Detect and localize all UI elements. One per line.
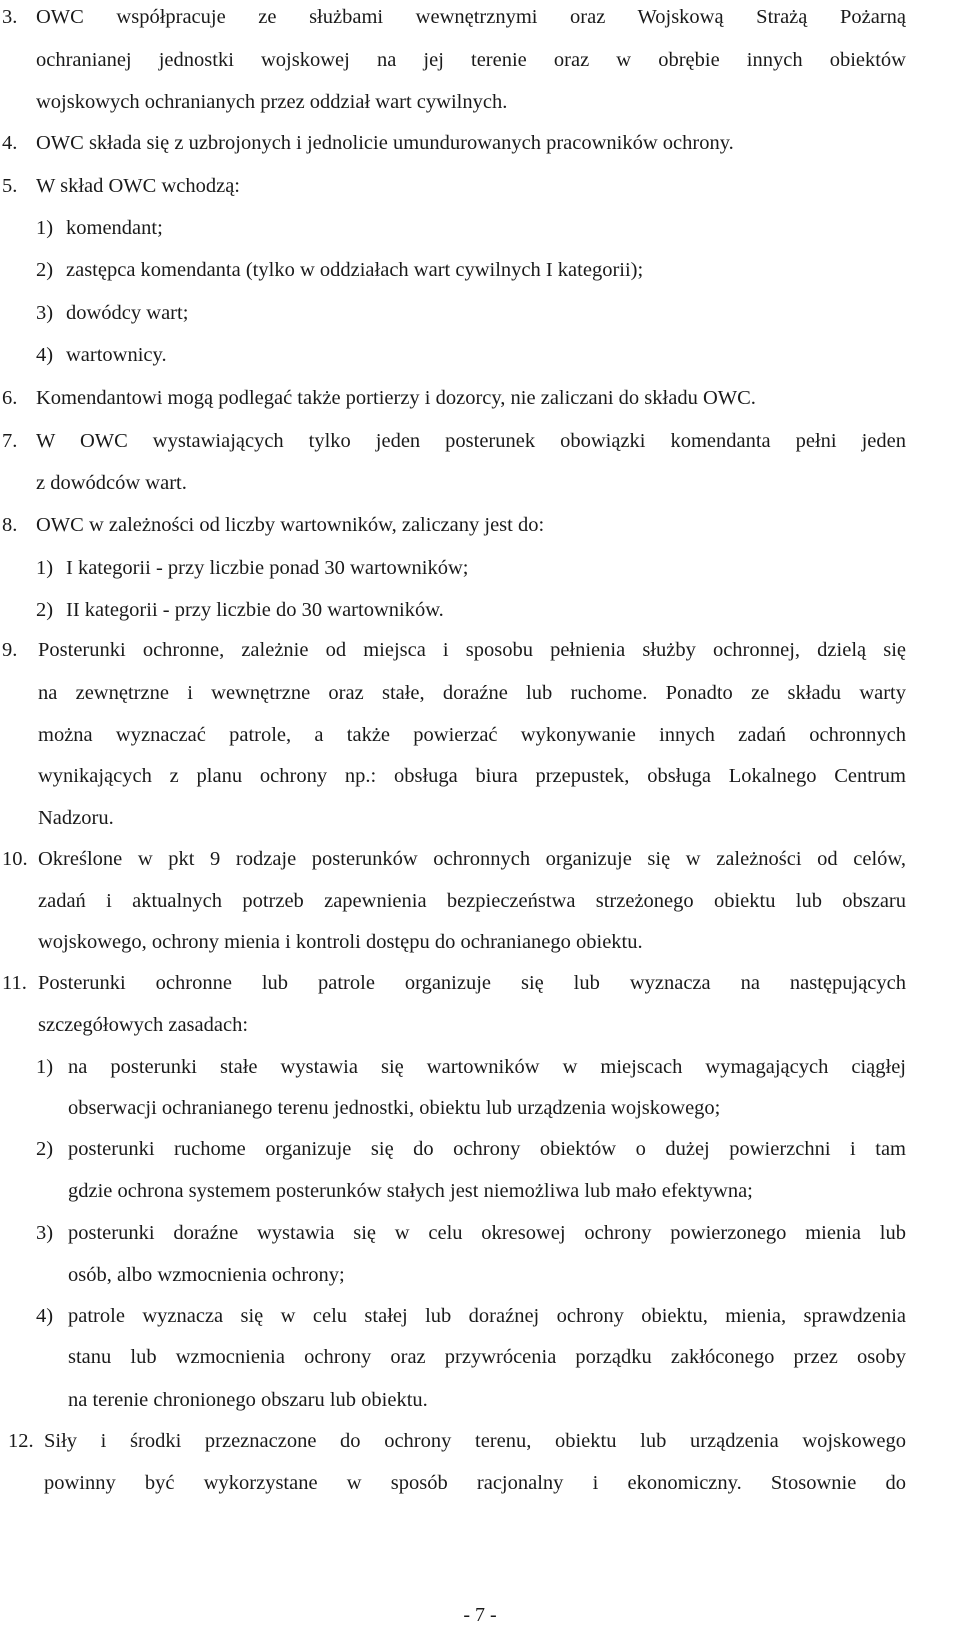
list-item-text-line: wojskowych ochranianych przez oddział wart cywilnych.: [36, 91, 508, 113]
list-item-text-line: osób, albo wzmocnienia ochrony;: [68, 1264, 345, 1286]
list-item-text-line: I kategorii - przy liczbie ponad 30 wartowników;: [66, 557, 469, 579]
list-item-number: 4): [36, 1305, 54, 1327]
list-item-text-line: wynikających z planu ochrony np.: obsługa biura przepustek, obsługa Lokalnego Centrum: [38, 765, 906, 787]
list-item-text-line: komendant;: [66, 217, 163, 239]
list-item-text-line: patrole wyznacza się w celu stałej lub doraźnej ochrony obiektu, mienia, sprawdzenia: [68, 1305, 906, 1327]
list-item-text-line: Nadzoru.: [38, 807, 114, 829]
list-item-text-line: dowódcy wart;: [66, 302, 189, 324]
list-item-number: 12.: [8, 1430, 34, 1452]
list-item-text-line: na zewnętrzne i wewnętrzne oraz stałe, doraźne lub ruchome. Ponadto ze składu warty: [38, 682, 906, 704]
list-item-text-line: Posterunki ochronne lub patrole organizuje się lub wyznacza na następujących: [38, 972, 906, 994]
list-item-text-line: Komendantowi mogą podlegać także portierzy i dozorcy, nie zaliczani do składu OWC.: [36, 387, 756, 409]
list-item-text-line: Określone w pkt 9 rodzaje posterunków ochronnych organizuje się w zależności od celów,: [38, 848, 906, 870]
list-item-number: 5.: [2, 175, 18, 197]
list-item-number: 2): [36, 259, 54, 281]
list-item-text-line: zastępca komendanta (tylko w oddziałach wart cywilnych I kategorii);: [66, 259, 644, 281]
list-item-number: 6.: [2, 387, 18, 409]
list-item-number: 9.: [2, 639, 18, 661]
list-item-number: 8.: [2, 514, 18, 536]
list-item-text-line: wartownicy.: [66, 344, 167, 366]
list-item-text-line: obserwacji ochranianego terenu jednostki, obiektu lub urządzenia wojskowego;: [68, 1097, 721, 1119]
page-number: - 7 -: [463, 1604, 497, 1626]
list-item-text-line: Siły i środki przeznaczone do ochrony terenu, obiektu lub urządzenia wojskowego: [44, 1430, 906, 1452]
list-item-text-line: W OWC wystawiających tylko jeden posterunek obowiązki komendanta pełni jeden: [36, 430, 906, 452]
list-item-text-line: II kategorii - przy liczbie do 30 wartowników.: [66, 599, 444, 621]
list-item-text-line: posterunki doraźne wystawia się w celu okresowej ochrony powierzonego mienia lub: [68, 1222, 906, 1244]
list-item-text-line: OWC składa się z uzbrojonych i jednolicie umundurowanych pracowników ochrony.: [36, 132, 734, 154]
list-item-number: 3): [36, 302, 54, 324]
list-item-number: 7.: [2, 430, 18, 452]
list-item-text-line: z dowódców wart.: [36, 472, 187, 494]
list-item-number: 1): [36, 557, 54, 579]
list-item-text-line: na terenie chronionego obszaru lub obiektu.: [68, 1389, 428, 1411]
list-item-text-line: wojskowego, ochrony mienia i kontroli dostępu do ochranianego obiektu.: [38, 931, 643, 953]
list-item-number: 2): [36, 599, 54, 621]
list-item-number: 3.: [2, 6, 18, 28]
list-item-text-line: Posterunki ochronne, zależnie od miejsca i sposobu pełnienia służby ochronnej, dzielą się: [38, 639, 906, 661]
list-item-text-line: na posterunki stałe wystawia się wartowników w miejscach wymagających ciągłej: [68, 1056, 906, 1078]
list-item-number: 2): [36, 1138, 54, 1160]
list-item-text-line: stanu lub wzmocnienia ochrony oraz przywrócenia porządku zakłóconego przez osoby: [68, 1346, 906, 1368]
list-item-text-line: posterunki ruchome organizuje się do ochrony obiektów o dużej powierzchni i tam: [68, 1138, 906, 1160]
list-item-text-line: powinny być wykorzystane w sposób racjonalny i ekonomiczny. Stosownie do: [44, 1472, 906, 1494]
list-item-text-line: OWC współpracuje ze służbami wewnętrznymi oraz Wojskową Strażą Pożarną: [36, 6, 906, 28]
list-item-text-line: OWC w zależności od liczby wartowników, zaliczany jest do:: [36, 514, 545, 536]
list-item-text-line: zadań i aktualnych potrzeb zapewnienia bezpieczeństwa strzeżonego obiektu lub obszaru: [38, 890, 906, 912]
list-item-text-line: W skład OWC wchodzą:: [36, 175, 240, 197]
list-item-number: 10.: [2, 848, 28, 870]
list-item-number: 4): [36, 344, 54, 366]
list-item-number: 1): [36, 217, 54, 239]
list-item-number: 11.: [2, 972, 27, 994]
list-item-text-line: szczegółowych zasadach:: [38, 1014, 249, 1036]
list-item-text-line: można wyznaczać patrole, a także powierzać wykonywanie innych zadań ochronnych: [38, 724, 906, 746]
list-item-text-line: gdzie ochrona systemem posterunków stałych jest niemożliwa lub mało efektywna;: [68, 1180, 753, 1202]
list-item-number: 1): [36, 1056, 54, 1078]
list-item-number: 3): [36, 1222, 54, 1244]
list-item-text-line: ochranianej jednostki wojskowej na jej terenie oraz w obrębie innych obiektów: [36, 49, 906, 71]
list-item-number: 4.: [2, 132, 18, 154]
